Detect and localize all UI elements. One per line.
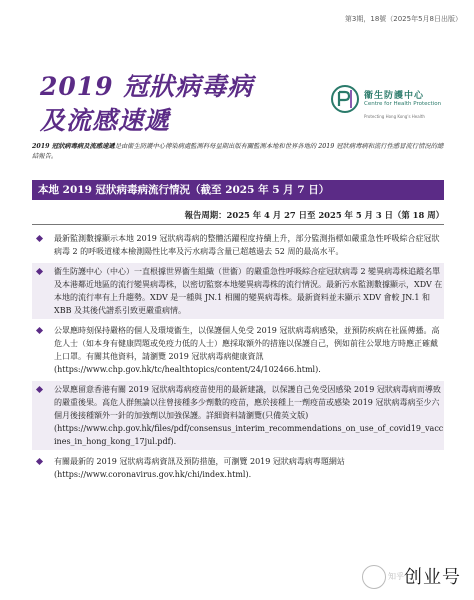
title-line-1: 2019 冠狀病毒病 xyxy=(40,72,254,101)
section-banner: 本地 2019 冠狀病毒病流行情況（截至 2025 年 5 月 7 日） xyxy=(32,180,444,200)
coronavirus-website-link[interactable]: (https://www.coronavirus.gov.hk/chi/index.html). xyxy=(54,470,252,479)
bullet-item xyxy=(32,232,444,258)
watermark-logo-icon xyxy=(362,565,386,589)
diamond-bullet-icon xyxy=(36,327,43,334)
logo-tagline: Protecting Hong Kong's Health xyxy=(364,114,425,119)
title-line-2: 及流感速遞 xyxy=(40,106,171,135)
bullet-item xyxy=(32,455,444,481)
intro-paragraph xyxy=(32,142,448,162)
bullet-text: 公眾應留意香港有關 2019 冠狀病毒病疫苗使用的最新建議，以保護自己免受因感染 2019 冠狀病毒病而導致的嚴重後果。高危人群無論以往曾接種多少劑數的疫苗，應於接種上一劑疫苗或感染 2019 冠狀病毒病至少六個月後接種額外一針的加強劑以加強保護。詳細資料請瀏覽(只備英文版) xyxy=(54,385,441,420)
divider xyxy=(32,224,444,225)
bullet-item xyxy=(32,381,444,450)
diamond-bullet-icon xyxy=(36,268,43,275)
diamond-bullet-icon xyxy=(36,235,43,242)
health-info-link[interactable]: (https://www.chp.gov.hk/tc/healthtopics/content/24/102466.html). xyxy=(54,365,321,374)
bullet-item xyxy=(32,263,444,319)
intro-bold-title: 2019 冠狀病毒病及流感速遞 xyxy=(32,143,115,150)
issue-number: 第3期，18號（2025年5月8日出版） xyxy=(344,15,462,23)
bullet-list xyxy=(32,232,444,486)
chp-logo xyxy=(330,82,460,124)
vaccine-recommendation-link[interactable]: (https://www.chp.gov.hk/files/pdf/consensus_interim_recommendations_on_use_of_covid19_vaccines_in_hong_kong_17jul.pdf). xyxy=(54,424,444,446)
intro-text: 是由衞生防護中心傳染病處監測科每星期出版有關監測本地和世界各地的 2019 冠狀病毒病和流行性感冒流行情況的總結報告。 xyxy=(32,143,444,160)
bullet-text: 衞生防護中心（中心）一直根據世界衞生組織（世衞）的嚴重急性呼吸綜合症冠狀病毒 2 變異病毒株追蹤名單及本港鄰近地區的流行變異病毒株，以密切監察本地變異病毒株的流行情況。最新污水監測數據顯示，XDV 在本地的流行率有上升趨勢。XDV 是一種與 JN.1 相關的變異病毒株。最新資料並未顯示 XDV 會較 JN.1 和 XBB 及其後代譜系引致更嚴重病情。 xyxy=(54,267,443,315)
logo-chinese-name: 衞生防護中心 xyxy=(364,91,425,101)
report-period: 報告周期：2025 年 4 月 27 日至 2025 年 5 月 3 日（第 18 周） xyxy=(184,210,444,220)
watermark-text: 创业号 xyxy=(404,567,461,588)
bullet-text: 公眾應時刻保持嚴格的個人及環境衞生，以保護個人免受 2019 冠狀病毒病感染，並預防疾病在社區傳播。高危人士（如本身有健康問題或免疫力低的人士）應採取額外的措施以保護自己，例如前往公眾地方時應正確戴上口罩。有關其他資料，請瀏覽 2019 冠狀病毒病健康資訊 xyxy=(54,326,440,361)
chp-logo-icon xyxy=(330,84,360,114)
bullet-text: 最新監測數據顯示本地 2019 冠狀病毒病的整體活躍程度持續上升，部分監測指標如嚴重急性呼吸綜合症冠狀病毒 2 的呼吸道樣本檢測陽性比率及污水病毒含量已超越過去 52 周的最高水平。 xyxy=(54,234,440,256)
watermark-small-text: 知乎 xyxy=(388,572,404,581)
diamond-bullet-icon xyxy=(36,386,43,393)
logo-english-name: Centre for Health Protection xyxy=(364,101,442,107)
newsletter-title xyxy=(40,70,253,138)
diamond-bullet-icon xyxy=(36,458,43,465)
bullet-item xyxy=(32,324,444,376)
bullet-text: 有關最新的 2019 冠狀病毒病資訊及預防措施，可瀏覽 2019 冠狀病毒病專題網站 xyxy=(54,457,345,466)
